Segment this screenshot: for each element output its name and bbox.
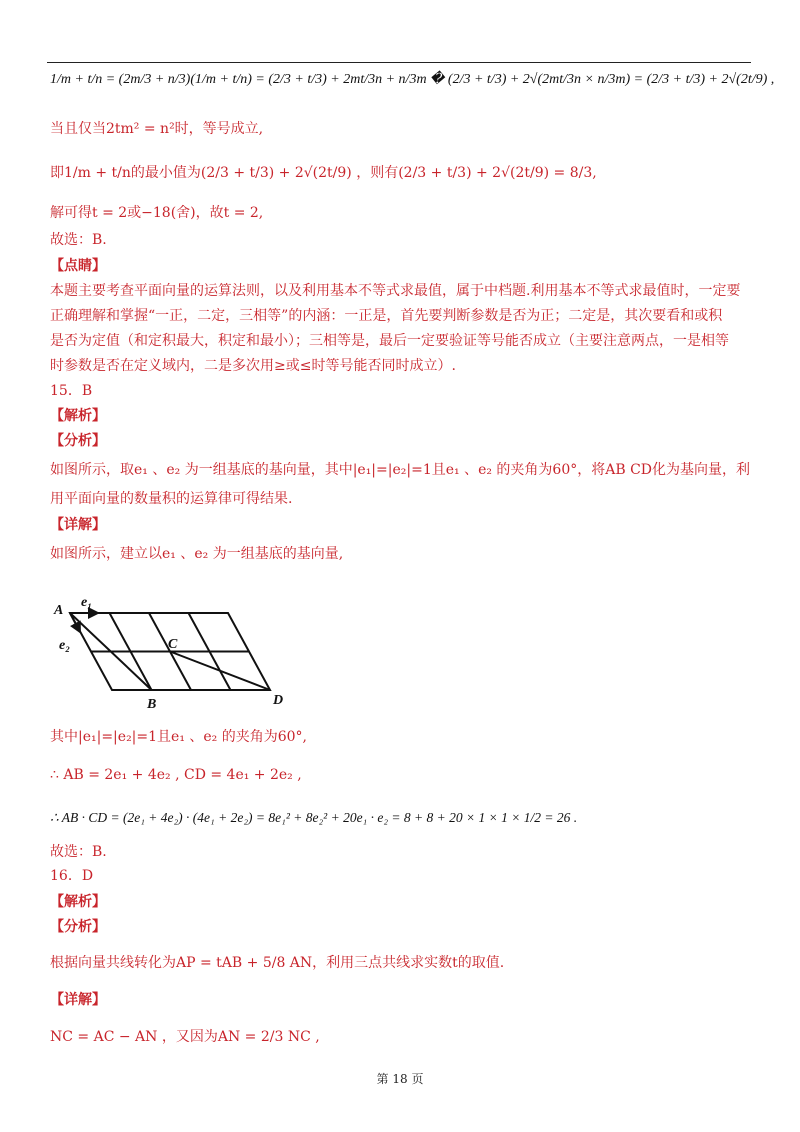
text-line-25: 根据向量共线转化为AP = tAB + 5/8 AN，利用三点共线求实数t的取值. <box>50 955 505 971</box>
answer-15: 15．B <box>50 383 93 399</box>
text-line-21: 故选：B. <box>50 844 107 860</box>
section-heading-xiangjie-2: 【详解】 <box>50 992 106 1008</box>
text-line-10: 时参数是否在定义域内，二是多次用≥或≤时等号能否同时成立）. <box>50 358 456 374</box>
vector-e2 <box>70 613 80 632</box>
label-e1: e₁ <box>81 595 93 610</box>
section-heading-jiexi: 【解析】 <box>50 408 106 424</box>
label-A: A <box>54 603 64 618</box>
text-line-4: 解可得t = 2或−18(舍)，故t = 2, <box>50 205 264 221</box>
text-line-5: 故选：B. <box>50 232 107 248</box>
text-line-15: 用平面向量的数量积的运算律可得结果. <box>50 491 293 507</box>
text-line-17: 如图所示，建立以e₁ 、e₂ 为一组基底的基向量, <box>50 546 344 562</box>
label-e2: e₂ <box>59 638 71 653</box>
equation-line-20: ∴ AB · CD = (2e₁ + 4e₂) · (4e₁ + 2e₂) = 8e₁² + 8e₂² + 20e₁ · e₂ = 8 + 8 + 20 × 1 × 1 × 1/2 = 26 . <box>50 810 578 825</box>
text-line-3: 即1/m + t/n的最小值为(2/3 + t/3) + 2√(2t/9) ，则有(2/3 + t/3) + 2√(2t/9) = 8/3, <box>50 165 597 181</box>
section-heading-jiexi-2: 【解析】 <box>50 894 106 910</box>
text-line-9: 是否为定值（和定积最大，积定和最小）；三相等是，最后一定要验证等号能否成立（主要注意两点，一是相等 <box>50 333 729 349</box>
parallelogram-figure <box>50 578 300 718</box>
header-rule <box>47 62 751 63</box>
text-line-18: 其中|e₁|=|e₂|=1且e₁ 、e₂ 的夹角为60°, <box>50 729 307 745</box>
label-C: C <box>168 637 178 652</box>
segment-CD <box>170 652 270 691</box>
text-line-27: NC = AC − AN ，又因为AN = 2/3 NC , <box>50 1029 320 1045</box>
section-heading-fenxi-2: 【分析】 <box>50 919 106 935</box>
text-line-14: 如图所示，取e₁ 、e₂ 为一组基底的基向量，其中|e₁|=|e₂|=1且e₁ 、e₂ 的夹角为60°，将AB CD化为基向量，利 <box>50 462 751 478</box>
text-line-7: 本题主要考查平面向量的运算法则，以及利用基本不等式求最值，属于中档题.利用基本不等式求最值时，一定要 <box>50 283 741 299</box>
text-line-8: 正确理解和掌握“一正，二定，三相等”的内涵：一正是，首先要判断参数是否为正；二定是，其次要看和或积 <box>50 308 723 324</box>
text-line-2: 当且仅当2tm² = n²时，等号成立, <box>50 121 264 137</box>
page-number: 第 18 页 <box>376 1072 424 1086</box>
section-heading-dianjing: 【点睛】 <box>50 258 106 274</box>
answer-16: 16．D <box>50 868 94 884</box>
section-heading-xiangjie: 【详解】 <box>50 517 106 533</box>
section-heading-fenxi: 【分析】 <box>50 433 106 449</box>
text-line-19: ∴ AB = 2e₁ + 4e₂ , CD = 4e₁ + 2e₂ , <box>50 767 302 783</box>
equation-line-1: 1/m + t/n = (2m/3 + n/3)(1/m + t/n) = (2/3 + t/3) + 2mt/3n + n/3m � (2/3 + t/3) + 2√(2mt/3n × n/3m) = (2/3 + t/3) + 2√(2t/9) , <box>50 72 775 87</box>
label-B: B <box>147 697 157 712</box>
label-D: D <box>273 693 284 708</box>
